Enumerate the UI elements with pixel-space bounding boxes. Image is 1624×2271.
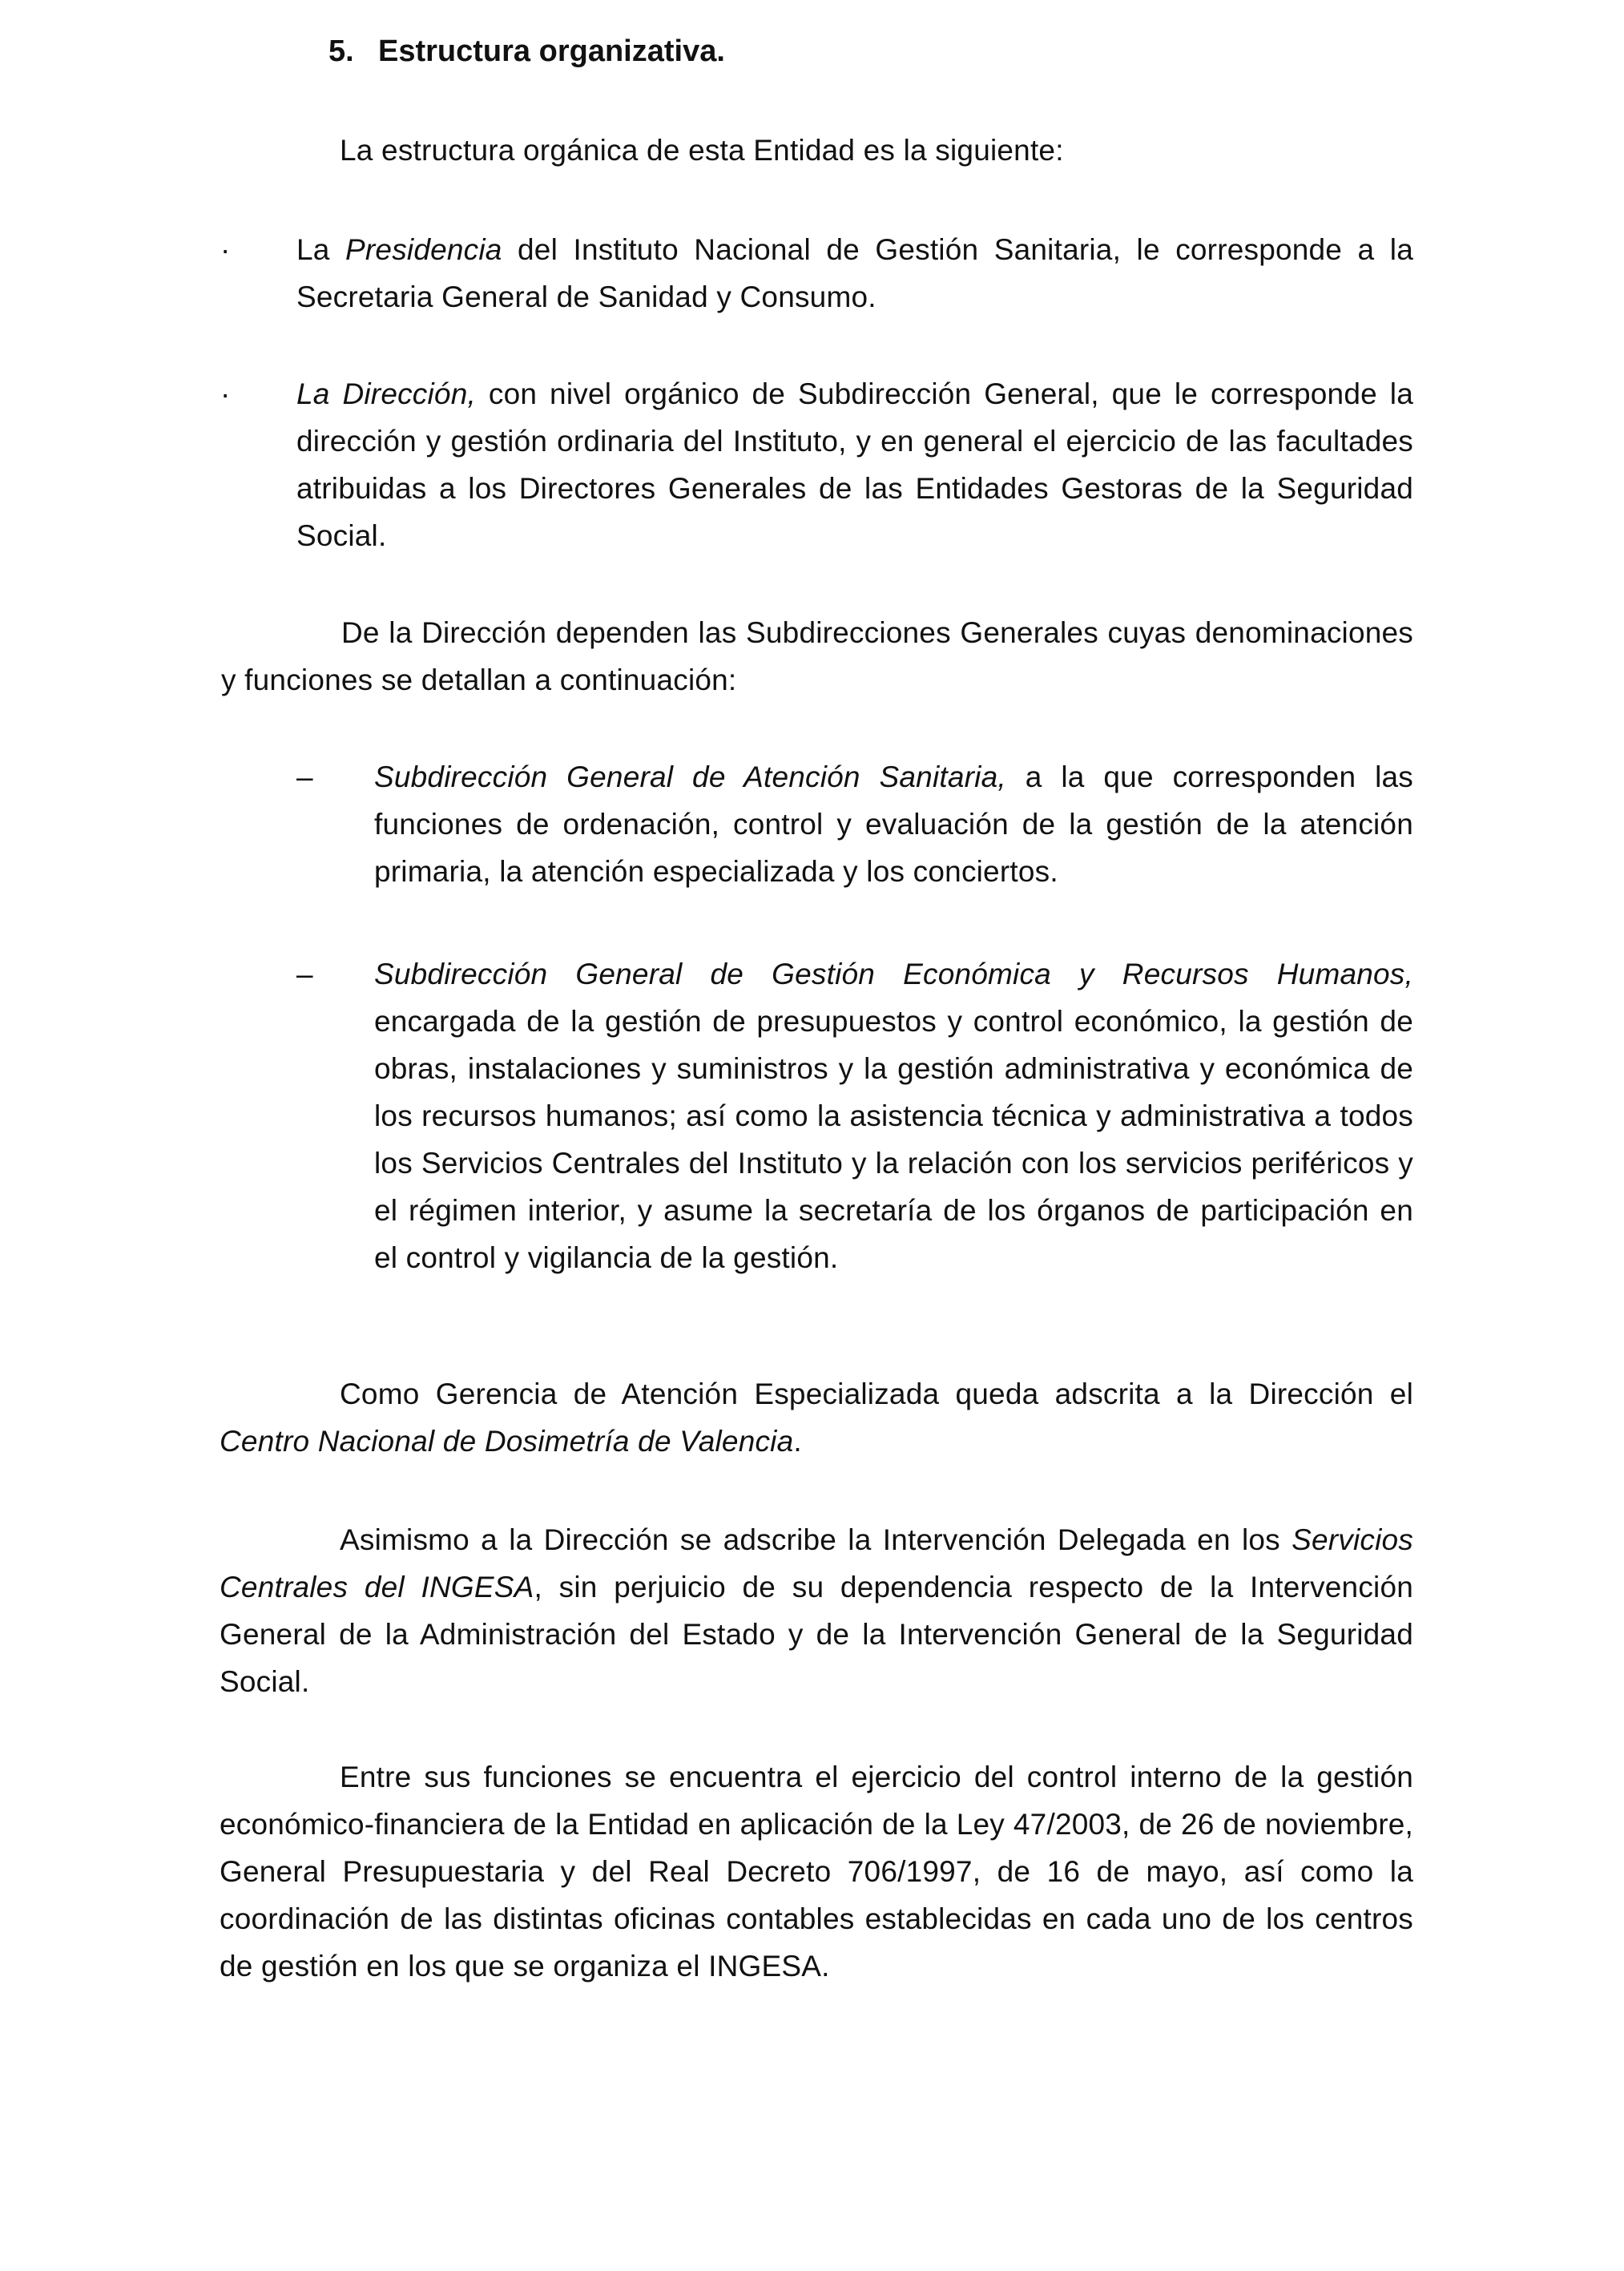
bullet-marker-1: · [220, 233, 231, 266]
gerencia-lead-text: Como Gerencia de Atención Especializada queda adscrita a la Dirección el [340, 1378, 1413, 1410]
bullet-italic-term: La Dirección, [296, 377, 476, 410]
funciones-paragraph [220, 1753, 1413, 1990]
section-number: 5. [328, 34, 354, 68]
dependencies-text: De la Dirección dependen las Subdirecciones Generales cuyas denominaciones y funciones se detallan a continuación: [221, 616, 1413, 696]
dash-marker-2: – [296, 958, 313, 990]
bullet-italic-term: Presidencia [345, 233, 502, 266]
funciones-text: Entre sus funciones se encuentra el ejercicio del control interno de la gestión económico-financiera de la Entidad en aplicación de la Ley 47/2003, de 26 de noviembre, General Presupuestaria y del Real Decreto 706/1997, de 16 de mayo, así como la coordinación de las distintas oficinas contables establecidas en cada uno de los centros de gestión en los que se organiza el INGESA. [220, 1761, 1413, 1983]
intervencion-italic-term: Servicios Centrales del INGESA [220, 1523, 1413, 1603]
dash-marker-1: – [296, 760, 313, 793]
bullet-marker-2: · [220, 377, 231, 410]
subdirection-gestion-economica [374, 950, 1413, 1281]
gerencia-tail-text: . [793, 1425, 802, 1458]
subdirection-atencion-sanitaria [374, 753, 1413, 895]
section-title: Estructura organizativa. [378, 34, 725, 68]
intro-paragraph [340, 127, 1429, 174]
dependencies-paragraph [221, 609, 1413, 704]
intervencion-lead-text: Asimismo a la Dirección se adscribe la Intervención Delegada en los [340, 1523, 1292, 1556]
bullet-body-text: del Instituto Nacional de Gestión Sanitaria, le corresponde a la Secretaria General de Sanidad y Consumo. [296, 233, 1413, 313]
subdirection-name: Subdirección General de Atención Sanitaria, [374, 760, 1006, 793]
gerencia-italic-term: Centro Nacional de Dosimetría de Valencia [220, 1425, 794, 1458]
section-heading [328, 29, 725, 74]
intro-text: La estructura orgánica de esta Entidad es la siguiente: [340, 134, 1064, 167]
subdirection-description: a la que corresponden las funciones de ordenación, control y evaluación de la gestión de la atención primaria, la atención especializada y los conciertos. [374, 760, 1413, 888]
bullet-body-text: con nivel orgánico de Subdirección General, que le corresponde la dirección y gestión ordinaria del Instituto, y en general el ejercicio de las facultades atribuidas a los Directores Generales de las Entidades Gestoras de la Seguridad Social. [296, 377, 1413, 552]
bullet-item-direccion [296, 370, 1413, 559]
gerencia-paragraph [220, 1370, 1413, 1465]
subdirection-description: encargada de la gestión de presupuestos y control económico, la gestión de obras, instalaciones y suministros y la gestión administrativa y económica de los recursos humanos; así como la asistencia técnica y administrativa a todos los Servicios Centrales del Instituto y la relación con los servicios periféricos y el régimen interior, y asume la secretaría de los órganos de participación en el control y vigilancia de la gestión. [374, 1005, 1413, 1274]
bullet-lead-text: La [296, 233, 346, 266]
bullet-item-presidencia [296, 226, 1413, 321]
intervencion-paragraph [220, 1516, 1413, 1705]
subdirection-name: Subdirección General de Gestión Económica y Recursos Humanos, [374, 958, 1413, 990]
intervencion-body-text: , sin perjuicio de su dependencia respecto de la Intervención General de la Administración del Estado y de la Intervención General de la Seguridad Social. [220, 1571, 1414, 1698]
